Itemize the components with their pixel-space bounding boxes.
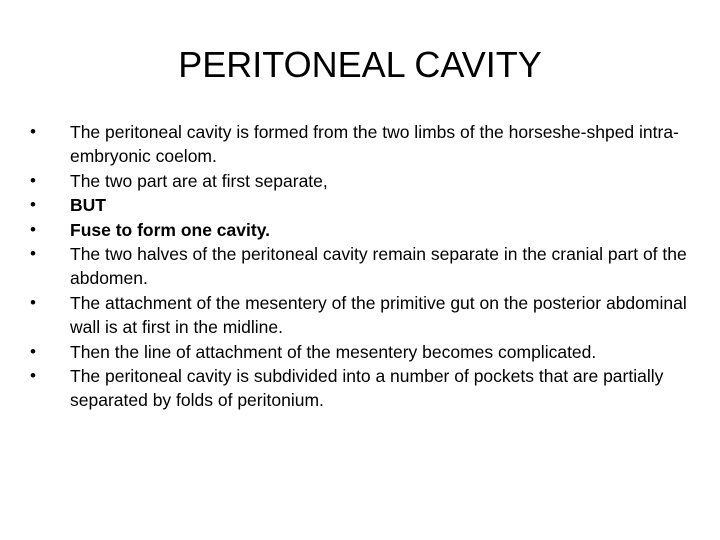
slide-title: PERITONEAL CAVITY: [178, 44, 542, 85]
bullet-dot-icon: •: [30, 292, 36, 312]
bullet-dot-icon: •: [30, 219, 36, 239]
bullet-text: The two halves of the peritoneal cavity remain separate in the cranial part of the abdomen.: [70, 244, 687, 289]
bullet-dot-icon: •: [30, 341, 36, 361]
bullet-text: Then the line of attachment of the mesentery becomes complicated.: [70, 341, 597, 362]
bullet-dot-icon: •: [30, 366, 36, 386]
bullet-item: [30, 193, 690, 217]
bullet-item: [30, 242, 690, 291]
bullet-dot-icon: •: [30, 170, 36, 190]
bullet-text: The attachment of the mesentery of the primitive gut on the posterior abdominal wall is at first in the midline.: [70, 292, 687, 338]
bullet-item: [30, 120, 690, 169]
bullet-item: [30, 340, 690, 364]
bullet-dot-icon: •: [30, 122, 36, 141]
bullet-item: [30, 364, 690, 413]
bullet-dot-icon: •: [30, 195, 36, 215]
bullet-dot-icon: •: [30, 244, 36, 264]
bullet-text: The peritoneal cavity is subdivided into a number of pockets that are partially separated by folds of peritonium.: [70, 366, 664, 411]
bullet-list: [30, 120, 690, 413]
bullet-item: [30, 291, 690, 340]
bullet-text: The two part are at first separate,: [70, 170, 328, 191]
bullet-text: BUT: [70, 195, 106, 216]
bullet-text: The peritoneal cavity is formed from the two limbs of the horseshe-shped intra-embryonic coelom.: [70, 122, 679, 167]
bullet-item: [30, 218, 690, 242]
bullet-item: [30, 169, 690, 193]
bullet-text: Fuse to form one cavity.: [70, 219, 270, 240]
